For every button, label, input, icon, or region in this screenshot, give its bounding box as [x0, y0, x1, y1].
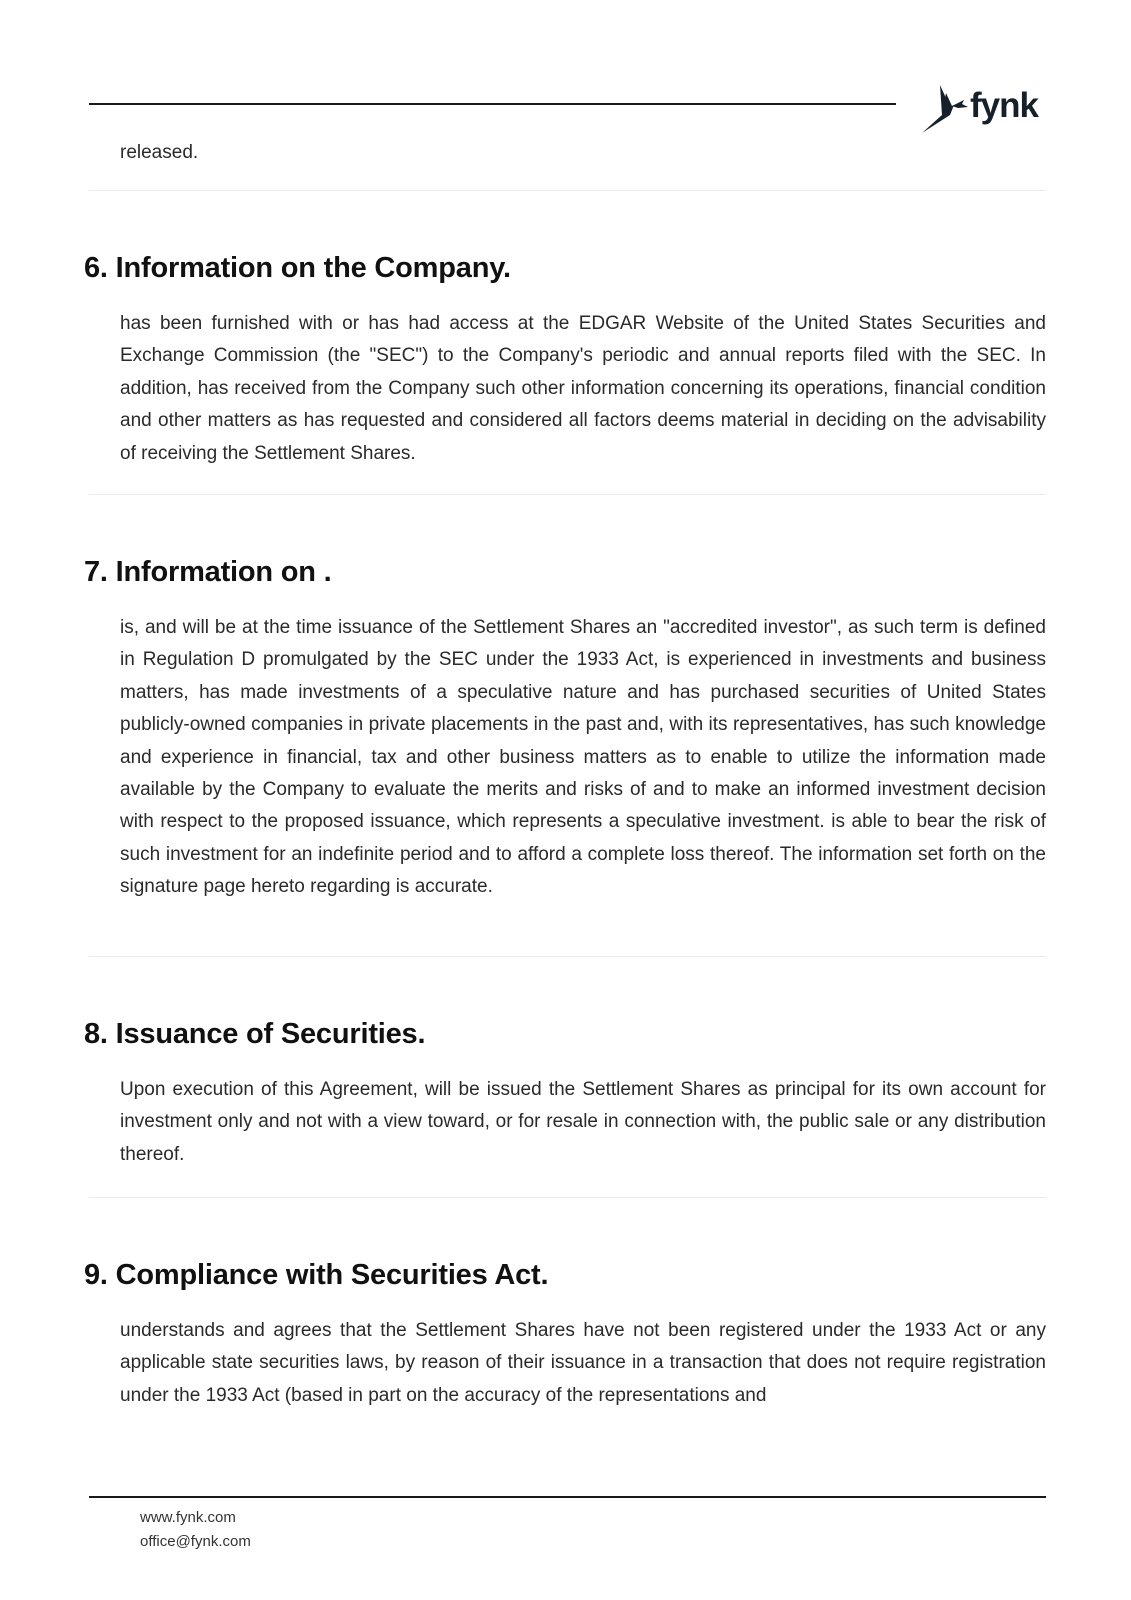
section-body: is, and will be at the time issuance of the Settlement Shares an "accredited investor", as such term is defined in Regulation D promulgated by the SEC under the 1933 Act, is experienced in investments and business matters, has made investments of a speculative nature and has purchased securities of United States publicly-owned companies in private placements in the past and, with its representatives, has such knowledge and experience in financial, tax and other business matters as to enable to utilize the information made available by the Company to evaluate the merits and risks of and to make an informed investment decision with respect to the proposed issuance, which represents a speculative investment. is able to bear the risk of such investment for an indefinite period and to afford a complete loss thereof. The information set forth on the signature page hereto regarding is accurate.: [120, 617, 1046, 898]
section-divider: [89, 190, 1046, 191]
section-8: [84, 1016, 1046, 1171]
continued-paragraph: released.: [120, 142, 199, 163]
section-6: [84, 250, 1046, 470]
section-heading: 8. Issuance of Securities.: [84, 1018, 426, 1050]
section-body: has been furnished with or has had access at the EDGAR Website of the United States Securities and Exchange Commission (the "SEC") to the Company's periodic and annual reports filed with the SEC. In addition, has received from the Company such other information concerning its operations, financial condition and other matters as has requested and considered all factors deems material in deciding on the advisability of receiving the Settlement Shares.: [120, 313, 1046, 464]
section-divider: [89, 494, 1046, 495]
header-rule: [89, 103, 896, 105]
section-body: understands and agrees that the Settlement Shares have not been registered under the 1933 Act or any applicable state securities laws, by reason of their issuance in a transaction that does not require registration under the 1933 Act (based in part on the accuracy of the representations and: [120, 1320, 1046, 1406]
footer-website-link[interactable]: www.fynk.com: [140, 1509, 236, 1526]
section-7: [84, 554, 1046, 904]
section-heading: 7. Information on .: [84, 556, 332, 588]
brand-logo: [920, 80, 1052, 136]
section-divider: [89, 1197, 1046, 1198]
footer: [140, 1506, 251, 1554]
logo-wordmark: fynk: [970, 86, 1038, 125]
section-9: [84, 1257, 1046, 1412]
section-heading: 6. Information on the Company.: [84, 252, 511, 284]
section-body: Upon execution of this Agreement, will be issued the Settlement Shares as principal for its own account for investment only and not with a view toward, or for resale in connection with, the public sale or any distribution thereof.: [120, 1079, 1046, 1165]
footer-email-link[interactable]: office@fynk.com: [140, 1533, 251, 1550]
footer-rule: [89, 1496, 1046, 1498]
section-heading: 9. Compliance with Securities Act.: [84, 1259, 549, 1291]
fynk-bird-logo-icon: [920, 81, 972, 135]
section-divider: [89, 956, 1046, 957]
